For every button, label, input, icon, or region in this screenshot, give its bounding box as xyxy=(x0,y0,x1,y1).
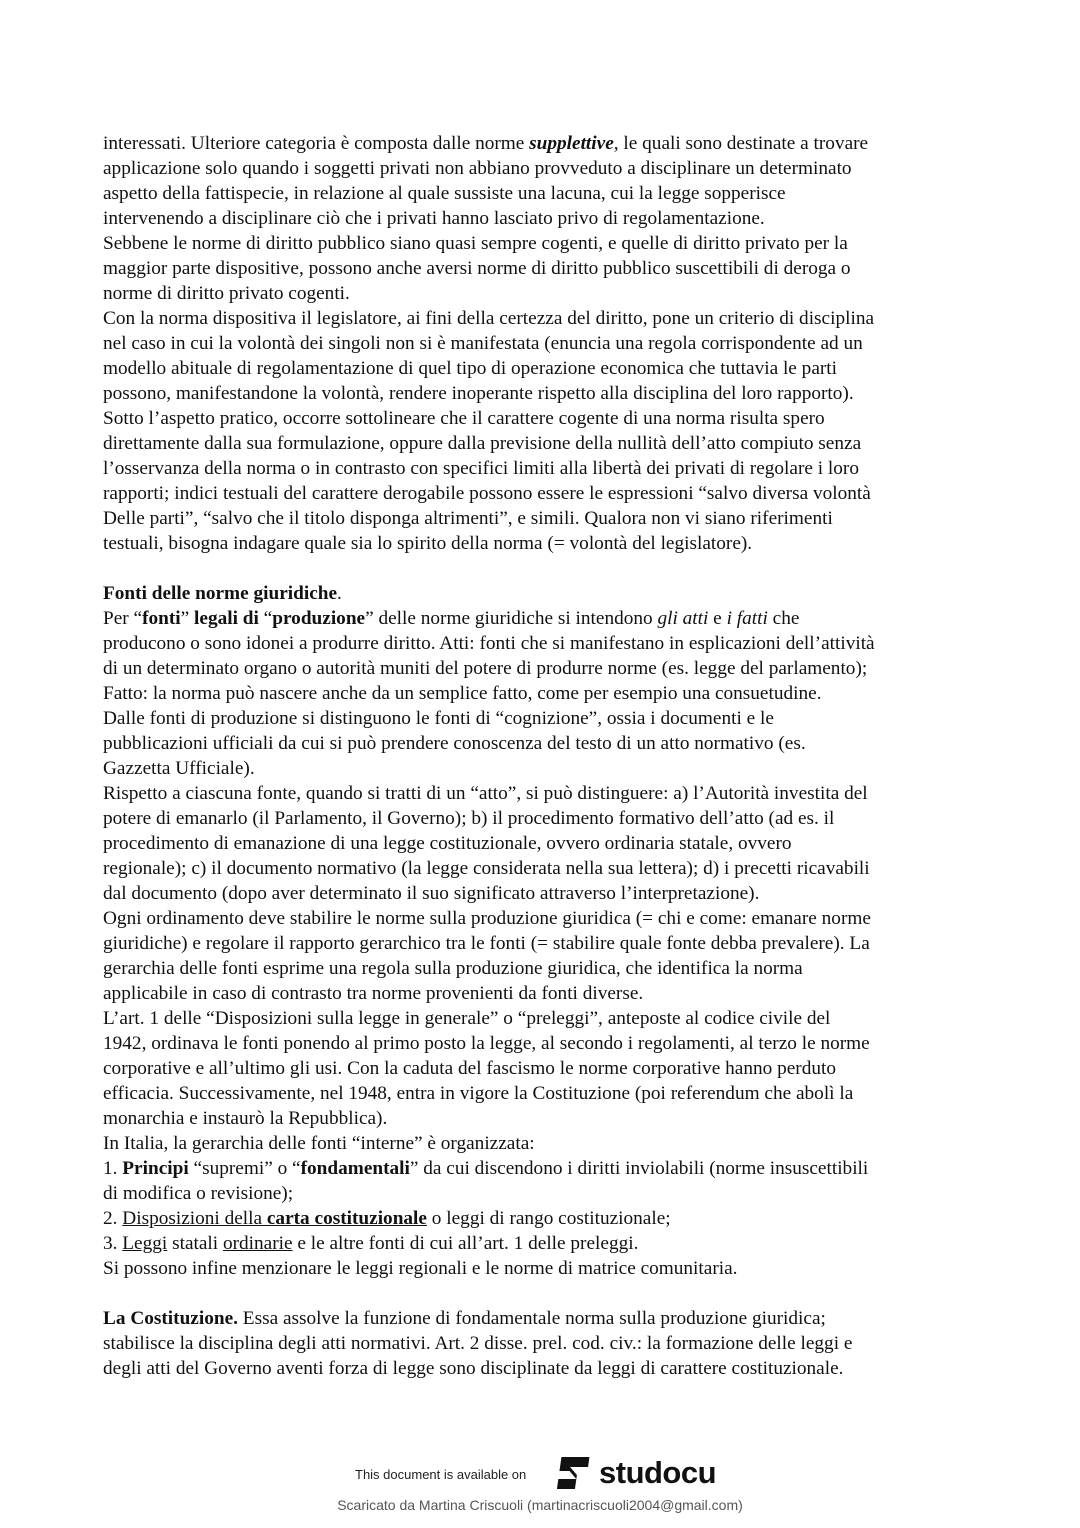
text-line xyxy=(103,1206,1003,1231)
text-line xyxy=(103,781,1003,806)
bold-text: Principi xyxy=(122,1158,189,1179)
underlined-text: Leggi xyxy=(122,1233,168,1254)
text-line xyxy=(103,1331,1003,1356)
text-line xyxy=(103,606,1003,631)
studocu-logo[interactable] xyxy=(553,1453,716,1493)
text-segment: Fatto: la norma può nascere anche da un semplice fatto, come per esempio una consuetudine. xyxy=(103,683,822,704)
text-segment: monarchia e instaurò la Repubblica). xyxy=(103,1108,388,1129)
text-segment: Gazzetta Ufficiale). xyxy=(103,758,255,779)
text-segment: 2. xyxy=(103,1208,123,1229)
text-line xyxy=(103,1356,1003,1381)
text-segment: ” xyxy=(180,608,195,629)
text-segment: Con la norma dispositiva il legislatore, ai fini della certezza del diritto, pone un criterio di disciplina xyxy=(103,308,875,329)
studocu-logo-icon xyxy=(553,1453,593,1493)
text-segment: In Italia, la gerarchia delle fonti “interne” è organizzata: xyxy=(103,1133,535,1154)
text-line xyxy=(103,356,1003,381)
text-line xyxy=(103,856,1003,881)
text-line xyxy=(103,631,1003,656)
text-line xyxy=(103,706,1003,731)
document-body xyxy=(103,131,1003,1381)
text-segment: producono o sono idonei a produrre diritto. Atti: fonti che si manifestano in esplicazioni dell’attività xyxy=(103,633,875,654)
text-segment: giuridiche) e regolare il rapporto gerarchico tra le fonti (= stabilire quale fonte debba prevalere). La xyxy=(103,933,870,954)
text-segment: di modifica o revisione); xyxy=(103,1183,294,1204)
bold-text: produzione xyxy=(272,608,366,629)
text-line xyxy=(103,1231,1003,1256)
text-segment: Ogni ordinamento deve stabilire le norme sulla produzione giuridica (= chi e come: emanare norme xyxy=(103,908,871,929)
blank-line xyxy=(103,556,1003,581)
text-line xyxy=(103,656,1003,681)
text-segment: applicabile in caso di contrasto tra norme provenienti da fonti diverse. xyxy=(103,983,644,1004)
text-segment: stabilisce la disciplina degli atti normativi. Art. 2 disse. prel. cod. civ.: la formazione delle leggi e xyxy=(103,1333,853,1354)
text-line xyxy=(103,681,1003,706)
bold-text: fonti xyxy=(142,608,181,629)
text-segment: pubblicazioni ufficiali da cui si può prendere conoscenza del testo di un atto normativo (es. xyxy=(103,733,806,754)
text-segment: maggior parte dispositive, possono anche aversi norme di diritto pubblico suscettibili di deroga o xyxy=(103,258,851,279)
text-line xyxy=(103,831,1003,856)
blank-line xyxy=(103,1281,1003,1306)
underlined-text: ordinarie xyxy=(222,1233,293,1254)
italic-text: gli atti xyxy=(657,608,709,629)
text-segment: Delle parti”, “salvo che il titolo disponga altrimenti”, e simili. Qualora non vi siano riferimenti xyxy=(103,508,833,529)
text-segment: o leggi di rango costituzionale; xyxy=(426,1208,671,1229)
text-line xyxy=(103,531,1003,556)
bold-text: Fonti delle norme giuridiche xyxy=(103,583,338,604)
text-segment: corporative e all’ultimo gli usi. Con la caduta del fascismo le norme corporative hanno perduto xyxy=(103,1058,836,1079)
text-segment: norme di diritto privato cogenti. xyxy=(103,283,350,304)
text-line xyxy=(103,1006,1003,1031)
text-line xyxy=(103,981,1003,1006)
underlined-text: Disposizioni della xyxy=(122,1208,267,1229)
text-segment: Rispetto a ciascuna fonte, quando si tratti di un “atto”, si può distinguere: a) l’Autorità investita del xyxy=(103,783,868,804)
text-line xyxy=(103,1081,1003,1106)
text-segment: Per “ xyxy=(103,608,143,629)
text-segment: statali xyxy=(167,1233,223,1254)
text-segment: applicazione solo quando i soggetti privati non abbiano provveduto a disciplinare un determinato xyxy=(103,158,852,179)
text-segment: regionale); c) il documento normativo (la legge considerata nella sua lettera); d) i precetti ricavabili xyxy=(103,858,870,879)
text-segment: ” da cui discendono i diritti inviolabili (norme insuscettibili xyxy=(409,1158,869,1179)
text-segment: Essa assolve la funzione di fondamentale norma sulla produzione giuridica; xyxy=(237,1308,826,1329)
text-segment: e xyxy=(708,608,727,629)
text-line xyxy=(103,1306,1003,1331)
text-line xyxy=(103,256,1003,281)
text-segment: nel caso in cui la volontà dei singoli non si è manifestata (enuncia una regola corrispondente ad un xyxy=(103,333,863,354)
text-line xyxy=(103,1106,1003,1131)
text-line xyxy=(103,1256,1003,1281)
text-segment: potere di emanarlo (il Parlamento, il Governo); b) il procedimento formativo dell’atto (ad es. il xyxy=(103,808,835,829)
text-segment: intervenendo a disciplinare ciò che i privati hanno lasciato privo di regolamentazione. xyxy=(103,208,765,229)
text-segment: degli atti del Governo aventi forza di legge sono disciplinate da leggi di carattere costituzionale. xyxy=(103,1358,844,1379)
text-line xyxy=(103,331,1003,356)
text-segment: gerarchia delle fonti esprime una regola sulla produzione giuridica, che identifica la norma xyxy=(103,958,803,979)
studocu-logo-text: studocu xyxy=(599,1455,717,1490)
text-segment: dal documento (dopo aver determinato il suo significato attraverso l’interpretazione). xyxy=(103,883,760,904)
text-line xyxy=(103,1156,1003,1181)
text-segment: efficacia. Successivamente, nel 1948, entra in vigore la Costituzione (poi referendum che abolì la xyxy=(103,1083,854,1104)
text-segment: 1942, ordinava le fonti ponendo al primo posto la legge, al secondo i regolamenti, al terzo le norme xyxy=(103,1033,870,1054)
text-line xyxy=(103,506,1003,531)
text-segment: “supremi” o “ xyxy=(188,1158,301,1179)
text-line xyxy=(103,406,1003,431)
text-segment: Sotto l’aspetto pratico, occorre sottolineare che il carattere cogente di una norma risulta spero xyxy=(103,408,825,429)
text-segment: testuali, bisogna indagare quale sia lo spirito della norma (= volontà del legislatore). xyxy=(103,533,753,554)
text-segment: rapporti; indici testuali del carattere derogabile possono essere le espressioni “salvo diversa volontà xyxy=(103,483,871,504)
text-line xyxy=(103,131,1003,156)
text-segment: 3. xyxy=(103,1233,123,1254)
bold-text: carta costituzionale xyxy=(266,1208,427,1229)
text-segment: interessati. Ulteriore categoria è composta dalle norme xyxy=(103,133,530,154)
text-line xyxy=(103,481,1003,506)
bold-text: supplettive xyxy=(529,133,614,154)
text-segment: “ xyxy=(258,608,273,629)
text-line xyxy=(103,1031,1003,1056)
text-segment: e le altre fonti di cui all’art. 1 delle preleggi. xyxy=(292,1233,639,1254)
text-line xyxy=(103,731,1003,756)
text-segment: possono, manifestandone la volontà, rendere inoperante rispetto alla disciplina del loro rapporto). xyxy=(103,383,854,404)
text-segment: procedimento di emanazione di una legge costituzionale, ovvero ordinaria statale, ovvero xyxy=(103,833,792,854)
text-line xyxy=(103,206,1003,231)
italic-text: i fatti xyxy=(726,608,768,629)
text-line xyxy=(103,931,1003,956)
text-line xyxy=(103,181,1003,206)
bold-text: La Costituzione. xyxy=(103,1308,238,1329)
text-line xyxy=(103,431,1003,456)
text-line xyxy=(103,306,1003,331)
bold-text: fondamentali xyxy=(300,1158,410,1179)
text-line xyxy=(103,756,1003,781)
bold-text: legali di xyxy=(194,608,259,629)
text-segment: L’art. 1 delle “Disposizioni sulla legge in generale” o “preleggi”, anteposte al codice civile del xyxy=(103,1008,831,1029)
text-segment: 1. xyxy=(103,1158,123,1179)
text-line xyxy=(103,881,1003,906)
text-line xyxy=(103,456,1003,481)
text-line xyxy=(103,806,1003,831)
text-line xyxy=(103,1181,1003,1206)
text-segment: di un determinato organo o autorità muniti del potere di produrre norme (es. legge del parlamento); xyxy=(103,658,868,679)
text-segment: , le quali sono destinate a trovare xyxy=(613,133,869,154)
text-segment: aspetto della fattispecie, in relazione al quale sussiste una lacuna, cui la legge sopperisce xyxy=(103,183,786,204)
download-attribution: Scaricato da Martina Criscuoli (martinacriscuoli2004@gmail.com) xyxy=(337,1497,743,1513)
text-line xyxy=(103,281,1003,306)
text-line xyxy=(103,1056,1003,1081)
text-segment: . xyxy=(337,583,342,604)
text-line xyxy=(103,956,1003,981)
text-segment: l’osservanza della norma o in contrasto con specifici limiti alla libertà dei privati di regolare i loro xyxy=(103,458,859,479)
text-segment: modello abituale di regolamentazione di quel tipo di operazione economica che tuttavia le parti xyxy=(103,358,838,379)
text-line xyxy=(103,906,1003,931)
text-line xyxy=(103,156,1003,181)
text-segment: Dalle fonti di produzione si distinguono le fonti di “cognizione”, ossia i documenti e le xyxy=(103,708,774,729)
available-on-text: This document is available on xyxy=(355,1467,527,1482)
text-segment: ” delle norme giuridiche si intendono xyxy=(365,608,658,629)
text-segment: direttamente dalla sua formulazione, oppure dalla previsione della nullità dell’atto compiuto senza xyxy=(103,433,862,454)
text-line xyxy=(103,381,1003,406)
text-segment: Sebbene le norme di diritto pubblico siano quasi sempre cogenti, e quelle di diritto privato per la xyxy=(103,233,848,254)
text-segment: che xyxy=(767,608,800,629)
text-line xyxy=(103,231,1003,256)
text-segment: Si possono infine menzionare le leggi regionali e le norme di matrice comunitaria. xyxy=(103,1258,738,1279)
text-line xyxy=(103,1131,1003,1156)
text-line xyxy=(103,581,1003,606)
